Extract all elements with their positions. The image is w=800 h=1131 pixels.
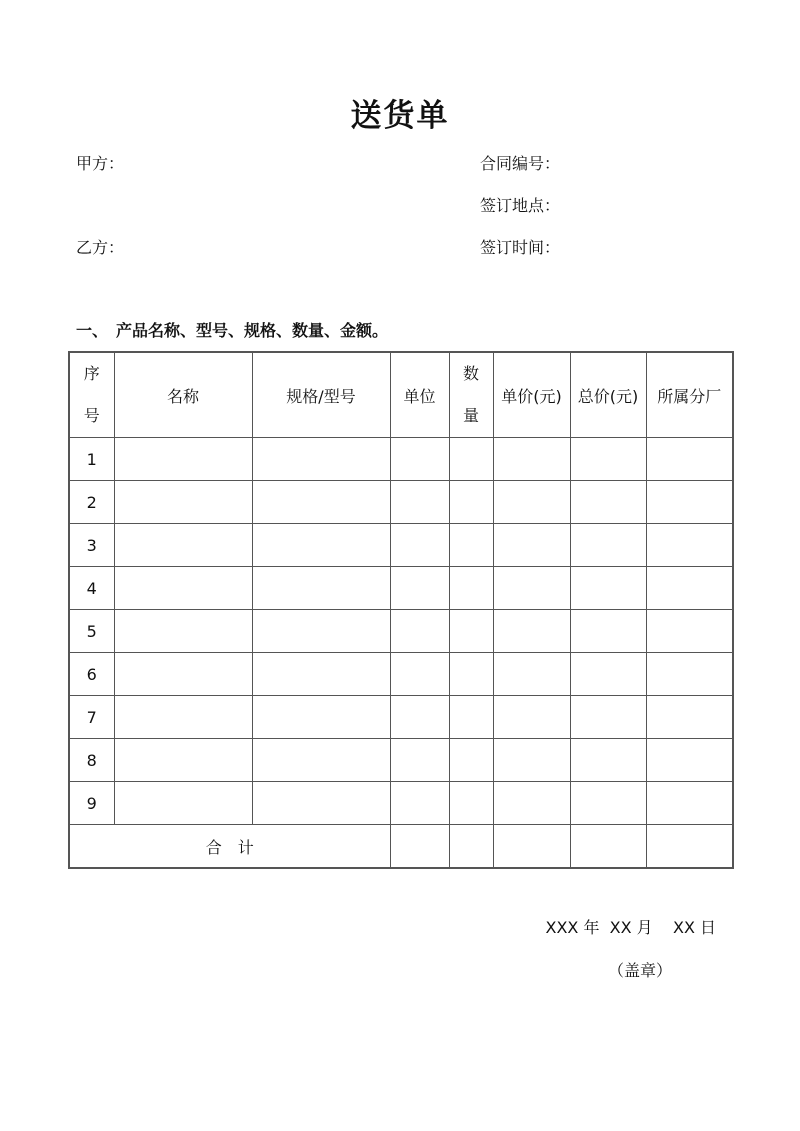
table-row [69, 610, 733, 653]
row-branch-cell[interactable] [646, 438, 733, 481]
header-spec: 规格/型号 [252, 352, 390, 438]
row-seq-cell: 1 [69, 438, 114, 481]
row-name-cell[interactable] [114, 610, 252, 653]
row-spec-cell[interactable] [252, 481, 390, 524]
table-total-row [69, 825, 733, 869]
row-unit-cell[interactable] [390, 782, 449, 825]
row-total-price-cell[interactable] [570, 524, 646, 567]
total-branch-cell[interactable] [646, 825, 733, 869]
table-header-row [69, 352, 733, 438]
row-name-cell[interactable] [114, 696, 252, 739]
row-spec-cell[interactable] [252, 438, 390, 481]
sign-time-label: 签订时间： [480, 238, 561, 257]
total-label: 合计 [205, 837, 270, 857]
row-spec-cell[interactable] [252, 739, 390, 782]
row-branch-cell[interactable] [646, 610, 733, 653]
contract-no-label: 合同编号： [480, 154, 561, 173]
row-total-price-cell[interactable] [570, 739, 646, 782]
row-name-cell[interactable] [114, 739, 252, 782]
row-unit-cell[interactable] [390, 567, 449, 610]
row-name-cell[interactable] [114, 782, 252, 825]
row-name-cell[interactable] [114, 481, 252, 524]
row-unit-price-cell[interactable] [493, 653, 570, 696]
table-row [69, 653, 733, 696]
row-branch-cell[interactable] [646, 696, 733, 739]
row-unit-cell[interactable] [390, 481, 449, 524]
row-qty-cell[interactable] [449, 610, 493, 653]
row-qty-cell[interactable] [449, 696, 493, 739]
table-row [69, 696, 733, 739]
row-unit-price-cell[interactable] [493, 438, 570, 481]
row-qty-cell[interactable] [449, 481, 493, 524]
sign-place-label: 签订地点： [480, 196, 561, 215]
row-seq-cell: 4 [69, 567, 114, 610]
header-name: 名称 [114, 352, 252, 438]
total-qty-cell[interactable] [449, 825, 493, 869]
row-name-cell[interactable] [114, 438, 252, 481]
row-seq-cell: 3 [69, 524, 114, 567]
row-spec-cell[interactable] [252, 696, 390, 739]
seal-label: （盖章） [607, 961, 672, 980]
row-total-price-cell[interactable] [570, 782, 646, 825]
row-unit-cell[interactable] [390, 696, 449, 739]
row-unit-price-cell[interactable] [493, 696, 570, 739]
row-unit-price-cell[interactable] [493, 610, 570, 653]
row-branch-cell[interactable] [646, 782, 733, 825]
row-total-price-cell[interactable] [570, 610, 646, 653]
row-name-cell[interactable] [114, 653, 252, 696]
row-branch-cell[interactable] [646, 524, 733, 567]
row-spec-cell[interactable] [252, 653, 390, 696]
row-branch-cell[interactable] [646, 567, 733, 610]
row-total-price-cell[interactable] [570, 696, 646, 739]
row-branch-cell[interactable] [646, 653, 733, 696]
row-unit-price-cell[interactable] [493, 782, 570, 825]
party-a-label: 甲方： [76, 154, 125, 173]
row-unit-cell[interactable] [390, 610, 449, 653]
header-unit: 单位 [390, 352, 449, 438]
header-unit-price: 单价(元) [493, 352, 570, 438]
row-unit-price-cell[interactable] [493, 481, 570, 524]
row-seq-cell: 6 [69, 653, 114, 696]
row-unit-price-cell[interactable] [493, 739, 570, 782]
header-qty: 数量 [449, 352, 493, 438]
row-seq-cell: 7 [69, 696, 114, 739]
row-qty-cell[interactable] [449, 739, 493, 782]
row-seq-cell: 9 [69, 782, 114, 825]
header-seq: 序号 [69, 352, 114, 438]
row-qty-cell[interactable] [449, 524, 493, 567]
row-qty-cell[interactable] [449, 438, 493, 481]
row-qty-cell[interactable] [449, 567, 493, 610]
table-row [69, 782, 733, 825]
row-name-cell[interactable] [114, 567, 252, 610]
row-name-cell[interactable] [114, 524, 252, 567]
table-row [69, 524, 733, 567]
row-qty-cell[interactable] [449, 653, 493, 696]
section-text: 产品名称、型号、规格、数量、金额。 [116, 321, 389, 340]
total-unit-cell[interactable] [390, 825, 449, 869]
table-row [69, 739, 733, 782]
section-heading [76, 321, 388, 341]
row-unit-price-cell[interactable] [493, 567, 570, 610]
total-unit-price-cell[interactable] [493, 825, 570, 869]
row-total-price-cell[interactable] [570, 567, 646, 610]
row-total-price-cell[interactable] [570, 653, 646, 696]
row-total-price-cell[interactable] [570, 481, 646, 524]
row-unit-cell[interactable] [390, 739, 449, 782]
row-spec-cell[interactable] [252, 567, 390, 610]
table-row [69, 481, 733, 524]
row-branch-cell[interactable] [646, 739, 733, 782]
row-unit-cell[interactable] [390, 438, 449, 481]
row-seq-cell: 5 [69, 610, 114, 653]
header-branch: 所属分厂 [646, 352, 733, 438]
row-qty-cell[interactable] [449, 782, 493, 825]
total-price-cell[interactable] [570, 825, 646, 869]
page-title: 送货单 [350, 98, 450, 134]
date-line: XXX 年 XX 月 XX 日 [545, 918, 716, 937]
row-spec-cell[interactable] [252, 524, 390, 567]
section-number: 一、 [76, 321, 109, 340]
row-unit-cell[interactable] [390, 653, 449, 696]
row-branch-cell[interactable] [646, 481, 733, 524]
table-row [69, 438, 733, 481]
row-unit-price-cell[interactable] [493, 524, 570, 567]
header-total-price: 总价(元) [570, 352, 646, 438]
row-unit-cell[interactable] [390, 524, 449, 567]
row-spec-cell[interactable] [252, 782, 390, 825]
row-spec-cell[interactable] [252, 610, 390, 653]
party-b-label: 乙方： [76, 238, 125, 257]
total-label-cell [69, 825, 390, 869]
row-seq-cell: 2 [69, 481, 114, 524]
table-row [69, 567, 733, 610]
delivery-table [68, 351, 734, 869]
row-seq-cell: 8 [69, 739, 114, 782]
row-total-price-cell[interactable] [570, 438, 646, 481]
